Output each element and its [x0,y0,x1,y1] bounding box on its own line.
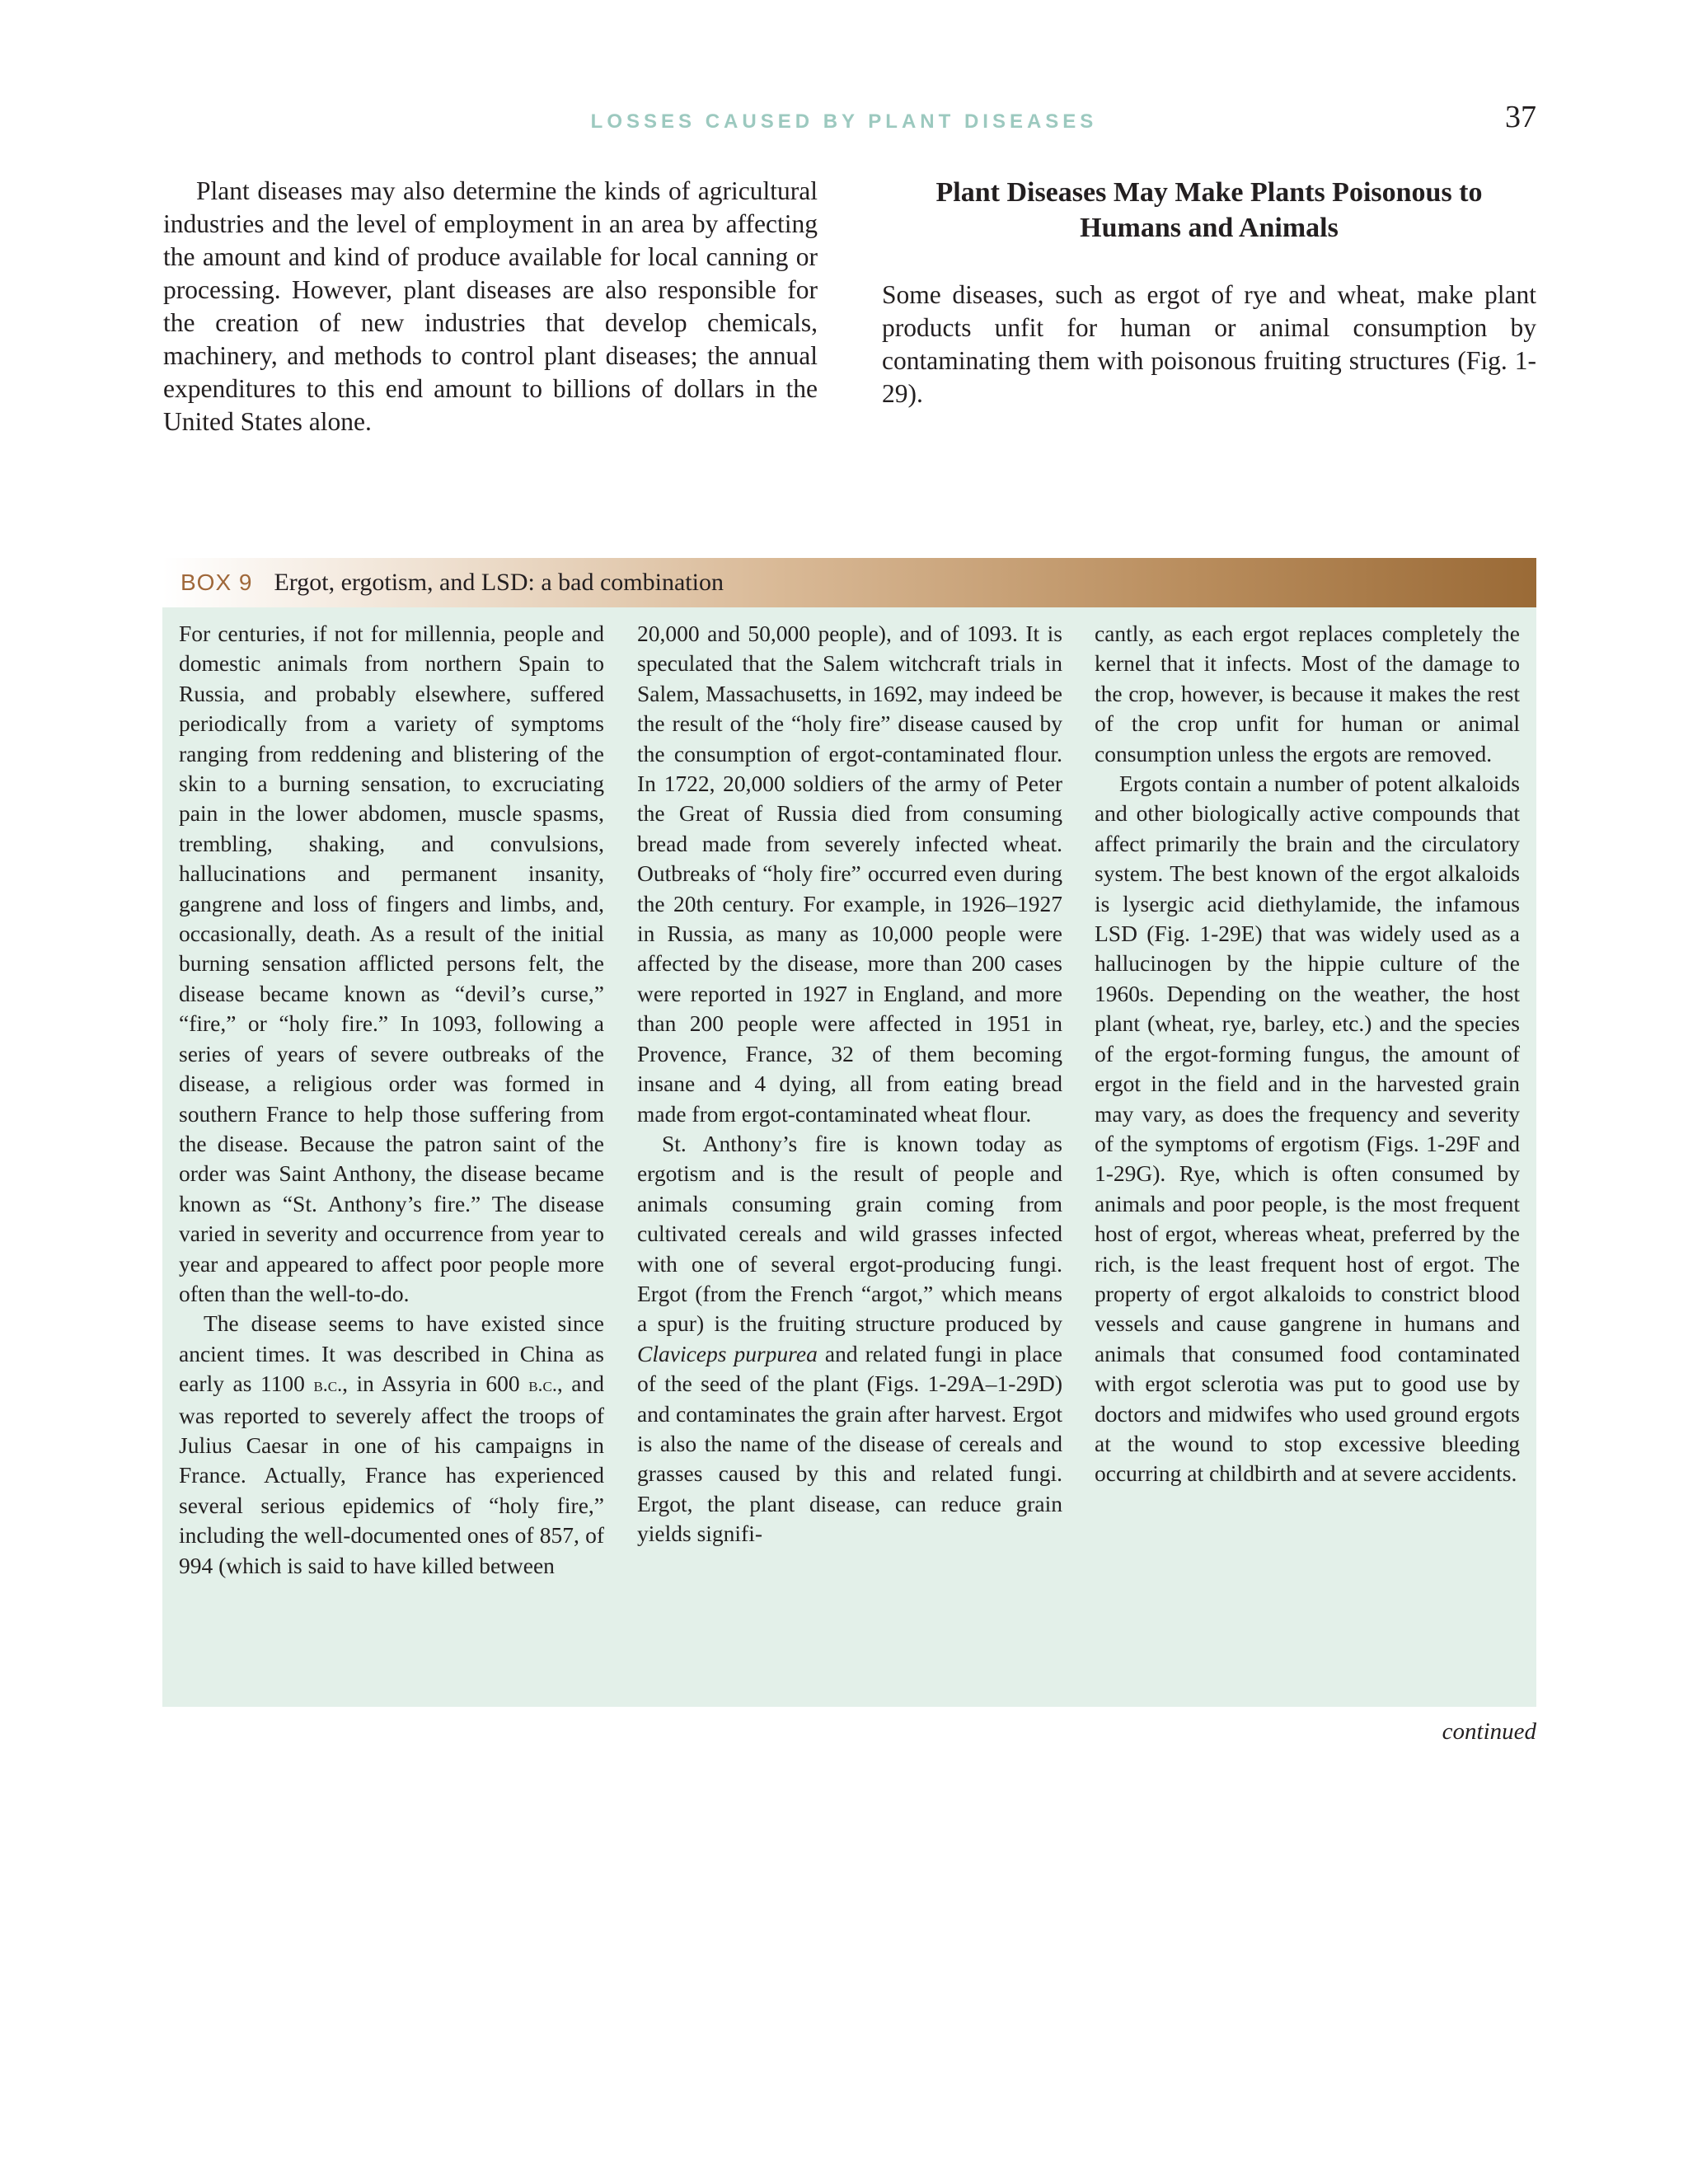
box-paragraph [179,1309,604,1581]
running-head: LOSSES CAUSED BY PLANT DISEASES [590,110,1098,133]
box-column-1 [179,619,604,1581]
box-9 [162,558,1536,1707]
section-heading: Plant Diseases May Make Plants Poisonous to Humans and Animals [935,177,1483,243]
text-run: , and was reported to severely affect the troops of Julius Caesar in one of his campaigns in France. Actually, France has experienced several serious epidemics of “holy fire,” including the well-documented ones of 857, of 994 (which is said to have killed between [179,1371,604,1578]
text-run: St. Anthony’s fire is known today as ergotism and is the result of people and animals consuming grain coming from cultivated cereals and wild grasses infected with one of several ergot-producing fungi. Ergot (from the French “argot,” which means a spur) is the fruiting structure produced by [637,1130,1062,1337]
text-run: , in Assyria in 600 [342,1371,529,1397]
era-abbrev: b.c. [313,1375,343,1397]
box-title: Ergot, ergotism, and LSD: a bad combination [274,569,724,596]
box-body [162,607,1536,1707]
box-paragraph: Ergots contain a number of potent alkaloids and other biologically active compounds that affect primarily the brain and the circulatory system. The best known of the ergot alkaloids is lysergic acid diethylamide, the infamous LSD (Fig. 1-29E) that was widely used as a hallucinogen by the hippie culture of the 1960s. Depending on the weather, the host plant (wheat, rye, barley, etc.) and the species of the ergot-forming fungus, the amount of ergot in the field and in the harvested grain may vary, as does the frequency and severity of the symptoms of ergotism (Figs. 1-29F and 1-29G). Rye, which is often consumed by animals and poor people, is the most frequent host of ergot, whereas wheat, preferred by the rich, is the least frequent host of ergot. The property of ergot alkaloids to constrict blood vessels and cause gangrene in humans and animals that consumed food contaminated with ergot sclerotia was put to good use by doctors and midwifes who used ground ergots at the wound to stop excessive bleeding occurring at childbirth and at severe accidents. [1095,771,1520,1487]
text-run: The disease seems to have existed since ancient times. It was described in China as early as 1100 [179,1310,604,1397]
body-paragraph: Plant diseases may also determine the kinds of agricultural industries and the level of employment in an area by affecting the amount and kind of produce available for local canning or processing. However, plant diseases are also responsible for the creation of new industries that develop chemicals, machinery, and methods to control plant diseases; the annual expenditures to this end amount to billions of dollars in the United States alone. [163,176,818,436]
box-paragraph: 20,000 and 50,000 people), and of 1093. It is speculated that the Salem witchcraft trials in Salem, Massachusetts, in 1692, may indeed be the result of the “holy fire” disease caused by the consumption of ergot-contaminated flour. In 1722, 20,000 soldiers of the army of Peter the Great of Russia died from consuming bread made from severely infected wheat. Outbreaks of “holy fire” occurred even during the 20th century. For example, in 1926–1927 in Russia, as many as 10,000 people were affected by the disease, more than 200 cases were reported in 1927 in England, and more than 200 people were affected in 1951 in Provence, France, 32 of them becoming insane and 4 dying, all from eating bread made from ergot-contaminated wheat flour. [637,621,1062,1127]
box-label: BOX 9 [181,569,253,595]
box-column-2 [637,619,1062,1549]
box-title-bar [162,558,1536,607]
box-paragraph [637,1129,1062,1549]
text-run: and related fungi in place of the seed of the plant (Figs. 1-29A–1-29D) and contaminates the grain after harvest. Ergot is also the name of the disease of cereals and grasses caused by this and related fungi. Ergot, the plant disease, can reduce grain yields signifi- [637,1340,1062,1547]
left-text-column [163,175,818,438]
right-text-column [882,175,1536,410]
box-column-3 [1095,619,1520,1489]
box-paragraph: For centuries, if not for millennia, people and domestic animals from northern Spain to Russia, and probably elsewhere, suffered periodically from a variety of symptoms ranging from reddening and blistering of the skin to a burning sensation, to excruciating pain in the lower abdomen, muscle spasms, trembling, shaking, and convulsions, hallucinations and permanent insanity, gangrene and loss of fingers and limbs, and, occasionally, death. As a result of the initial burning sensation afflicted persons felt, the disease became known as “devil’s curse,” “fire,” or “holy fire.” In 1093, following a series of years of severe outbreaks of the disease, a religious order was formed in southern France to help those suffering from the disease. Because the patron saint of the order was Saint Anthony, the disease became known as “St. Anthony’s fire.” The disease varied in severity and occurrence from year to year and appeared to affect poor people more often than the well-to-do. [179,621,604,1306]
species-name: Claviceps purpurea [637,1340,818,1366]
page-number: 37 [1505,100,1536,134]
box-paragraph: cantly, as each ergot replaces completely the kernel that it infects. Most of the damage to the crop, however, is because it makes the rest of the crop unfit for human or animal consumption unless the ergots are removed. [1095,621,1520,766]
continued-note: continued [1442,1718,1536,1745]
era-abbrev: b.c. [528,1375,557,1397]
body-paragraph: Some diseases, such as ergot of rye and wheat, make plant products unfit for human or animal consumption by contaminating them with poisonous fruiting structures (Fig. 1-29). [882,280,1536,408]
